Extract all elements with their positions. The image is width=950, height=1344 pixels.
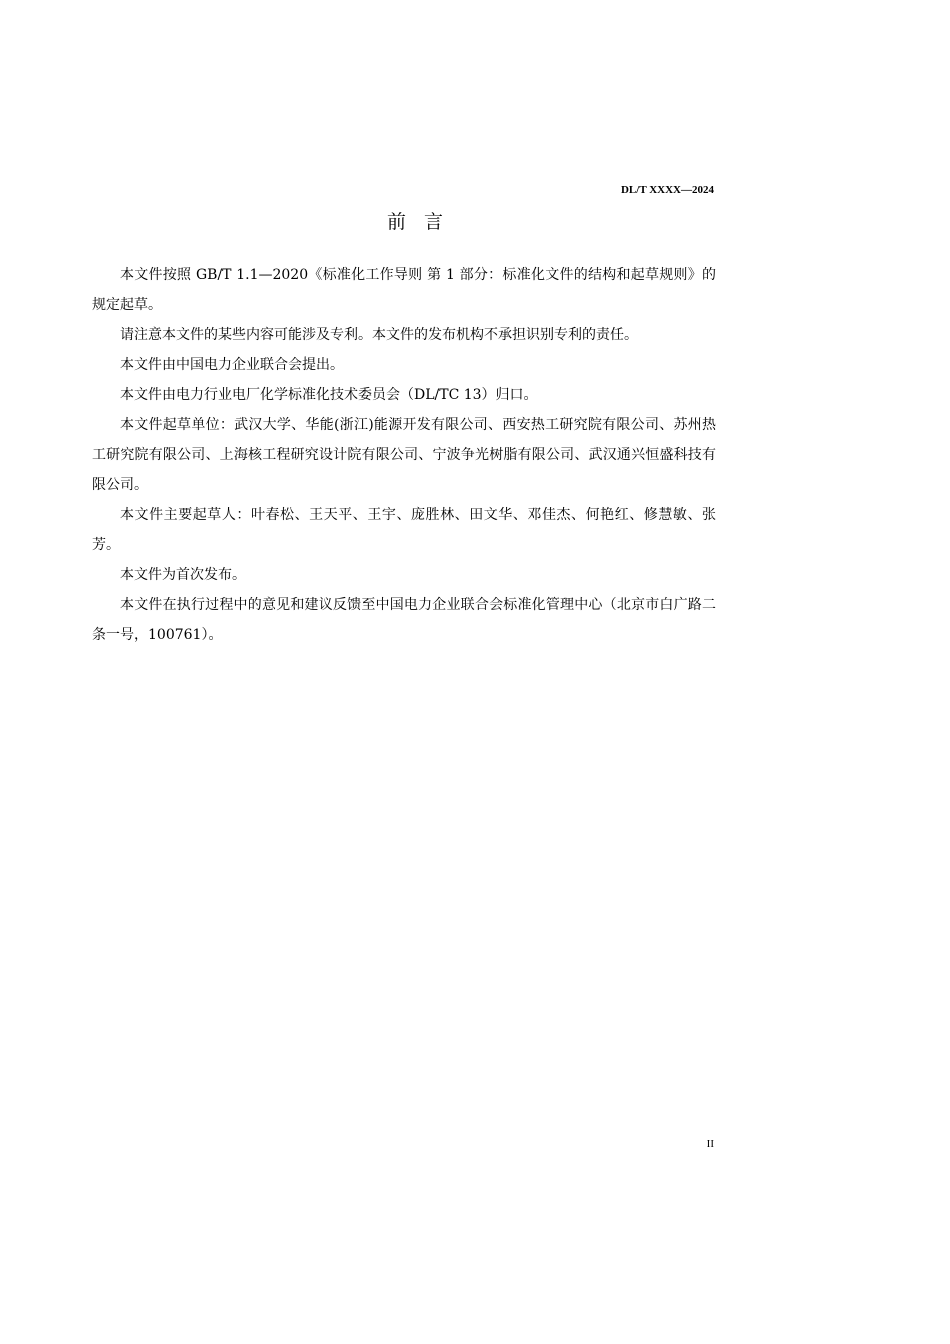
- paragraph-patent-notice: 请注意本文件的某些内容可能涉及专利。本文件的发布机构不承担识别专利的责任。: [120, 327, 638, 343]
- paragraph-proposer: 本文件由中国电力企业联合会提出。: [120, 357, 344, 373]
- preface-body: [92, 260, 716, 650]
- page-number: II: [706, 1138, 714, 1150]
- paragraph-committee: 本文件由电力行业电厂化学标准化技术委员会（DL/TC 13）归口。: [120, 387, 538, 403]
- paragraph-feedback: 本文件在执行过程中的意见和建议反馈至中国电力企业联合会标准化管理中心（北京市白广路二条一号，100761）。: [92, 597, 716, 643]
- paragraph-drafting-units: 本文件起草单位：武汉大学、华能(浙江)能源开发有限公司、西安热工研究院有限公司、苏州热工研究院有限公司、上海核工程研究设计院有限公司、宁波争光树脂有限公司、武汉通兴恒盛科技有限公司。: [92, 417, 716, 493]
- page-title: 前言: [386, 211, 461, 233]
- paragraph-drafting-rules: 本文件按照 GB/T 1.1—2020《标准化工作导则 第 1 部分：标准化文件的结构和起草规则》的规定起草。: [92, 267, 716, 313]
- paragraph-drafters: 本文件主要起草人：叶春松、王天平、王宇、庞胜林、田文华、邓佳杰、何艳红、修慧敏、张芳。: [92, 507, 716, 553]
- paragraph-first-release: 本文件为首次发布。: [120, 567, 246, 583]
- document-code: DL/T XXXX—2024: [620, 184, 714, 196]
